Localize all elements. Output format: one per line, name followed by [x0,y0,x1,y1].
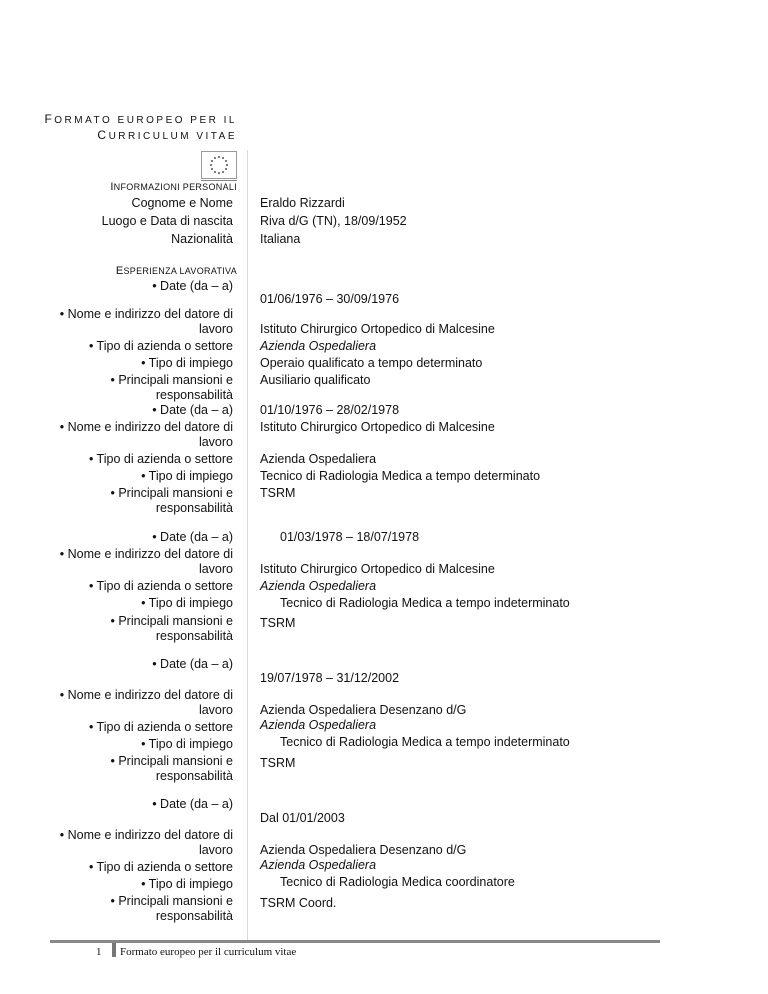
entry-duties: TSRM [260,486,296,500]
label-job-type: • Tipo di impiego [141,596,233,610]
label-duties: • Principali mansioni e [110,754,233,768]
footer-bar [112,943,116,957]
footer-rule [50,940,660,943]
entry-duties: Ausiliario qualificato [260,373,371,387]
entry-job-type: Tecnico di Radiologia Medica coordinatore [280,875,515,889]
label-duties-cont: responsabilità [155,501,233,515]
cv-title-line2: CURRICULUM VITAE [97,128,237,142]
label-duties-cont: responsabilità [155,629,233,643]
entry-sector: Azienda Ospedaliera [260,858,377,872]
label-employer: • Nome e indirizzo del datore di [59,420,233,434]
entry-employer: Istituto Chirurgico Ortopedico di Malcesine [260,562,495,576]
label-date: • Date (da – a) [152,530,233,544]
entry-date: Dal 01/01/2003 [260,811,345,825]
entry-employer: Azienda Ospedaliera Desenzano d/G [260,843,467,857]
label-employer: • Nome e indirizzo del datore di [59,547,233,561]
label-date: • Date (da – a) [152,657,233,671]
label-employer-cont: lavoro [198,562,233,576]
label-employer: • Nome e indirizzo del datore di [59,828,233,842]
label-duties-cont: responsabilità [155,769,233,783]
label-sector: • Tipo di azienda o settore [88,452,233,466]
entry-job-type: Tecnico di Radiologia Medica a tempo determinato [260,469,541,483]
label-birth: Luogo e Data di nascita [101,214,233,228]
eu-flag-icon [201,151,237,179]
entry-job-type: Operaio qualificato a tempo determinato [260,356,483,370]
entry-job-type: Tecnico di Radiologia Medica a tempo indeterminato [280,735,570,749]
label-job-type: • Tipo di impiego [141,877,233,891]
entry-date: 01/06/1976 – 30/09/1976 [260,292,400,306]
label-duties: • Principali mansioni e [110,894,233,908]
value-name: Eraldo Rizzardi [260,196,345,210]
label-date: • Date (da – a) [152,403,233,417]
label-job-type: • Tipo di impiego [141,356,233,370]
entry-duties: TSRM [260,616,296,630]
label-date: • Date (da – a) [152,279,233,293]
label-job-type: • Tipo di impiego [141,469,233,483]
entry-duties: TSRM Coord. [260,896,337,910]
label-sector: • Tipo di azienda o settore [88,720,233,734]
label-duties: • Principali mansioni e [110,373,233,387]
entry-employer: Istituto Chirurgico Ortopedico di Malcesine [260,322,495,336]
entry-sector: Azienda Ospedaliera [260,579,377,593]
cv-title-line1: FORMATO EUROPEO PER IL [44,112,237,126]
entry-sector: Azienda Ospedaliera [260,718,377,732]
label-nationality: Nazionalità [171,232,233,246]
label-name: Cognome e Nome [131,196,233,210]
label-duties: • Principali mansioni e [110,486,233,500]
entry-sector: Azienda Ospedaliera [260,452,377,466]
label-sector: • Tipo di azienda o settore [88,339,233,353]
entry-employer: Azienda Ospedaliera Desenzano d/G [260,703,467,717]
label-employer-cont: lavoro [198,703,233,717]
footer-text: Formato europeo per il curriculum vitae [120,946,297,958]
section-personal-info: INFORMAZIONI PERSONALI [110,181,237,193]
entry-duties: TSRM [260,756,296,770]
label-duties-cont: responsabilità [155,388,233,402]
label-employer: • Nome e indirizzo del datore di [59,688,233,702]
label-duties: • Principali mansioni e [110,614,233,628]
value-nationality: Italiana [260,232,301,246]
label-employer-cont: lavoro [198,843,233,857]
entry-date: 19/07/1978 – 31/12/2002 [260,671,400,685]
column-divider [247,150,248,940]
value-birth: Riva d/G (TN), 18/09/1952 [260,214,407,228]
entry-employer: Istituto Chirurgico Ortopedico di Malcesine [260,420,495,434]
page-number: 1 [96,946,102,958]
entry-date: 01/03/1978 – 18/07/1978 [280,530,420,544]
label-sector: • Tipo di azienda o settore [88,579,233,593]
entry-job-type: Tecnico di Radiologia Medica a tempo indeterminato [280,596,570,610]
label-duties-cont: responsabilità [155,909,233,923]
label-date: • Date (da – a) [152,797,233,811]
label-employer-cont: lavoro [198,435,233,449]
entry-date: 01/10/1976 – 28/02/1978 [260,403,400,417]
label-job-type: • Tipo di impiego [141,737,233,751]
label-employer: • Nome e indirizzo del datore di [59,307,233,321]
label-sector: • Tipo di azienda o settore [88,860,233,874]
section-experience: ESPERIENZA LAVORATIVA [115,265,237,277]
label-employer-cont: lavoro [198,322,233,336]
entry-sector: Azienda Ospedaliera [260,339,377,353]
